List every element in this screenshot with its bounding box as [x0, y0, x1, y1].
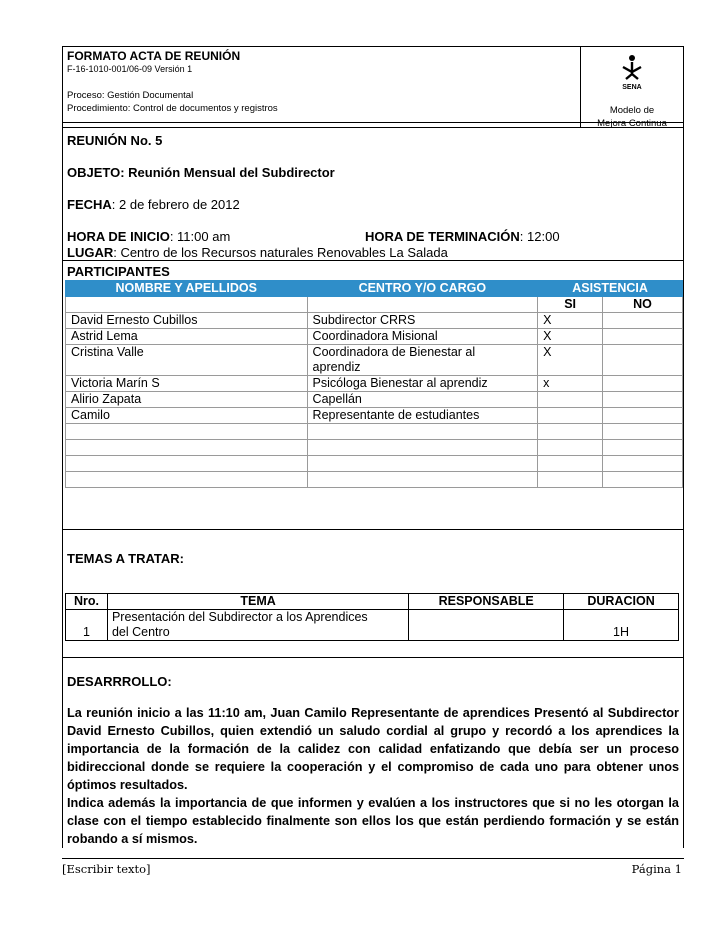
participant-name: Camilo — [66, 408, 308, 424]
meeting-place — [67, 245, 679, 261]
page-number: Página 1 — [631, 862, 682, 876]
process-label: Proceso: Gestión Documental — [67, 90, 194, 101]
participant-role: Coordinadora de Bienestar al aprendiz — [307, 345, 538, 376]
quality-model-label — [581, 104, 683, 130]
table-row-empty — [66, 424, 683, 440]
participant-role: Psicóloga Bienestar al aprendiz — [307, 376, 538, 392]
table-row-empty — [66, 456, 683, 472]
meeting-object: OBJETO: Reunión Mensual del Subdirector — [67, 165, 335, 180]
meeting-times — [67, 229, 679, 245]
development-paragraph-2: Indica además la importancia de que informen y evalúen a los instructores que si no les otorgan la clase con el tiempo establecido finalmente son ellos los que están perdiendo formación y se están robando a sí mismos. — [67, 796, 679, 846]
start-label: HORA DE INICIO — [67, 229, 170, 244]
document-page — [62, 46, 684, 848]
participant-role: Subdirector CRRS — [307, 313, 538, 329]
attendance-yes: X — [538, 313, 603, 329]
col-tema-header: TEMA — [107, 594, 408, 610]
form-header — [62, 46, 684, 128]
table-row — [66, 376, 683, 392]
end-label: HORA DE TERMINACIÓN — [365, 229, 520, 244]
table-row — [66, 329, 683, 345]
attendance-no — [603, 345, 683, 376]
table-row — [66, 408, 683, 424]
procedure-label: Procedimiento: Control de documentos y registros — [67, 103, 278, 114]
attendance-no — [603, 408, 683, 424]
logo-text: SENA — [622, 84, 642, 91]
participant-name: Victoria Marín S — [66, 376, 308, 392]
topic-responsible — [409, 610, 564, 641]
attendance-no — [603, 313, 683, 329]
attendance-yes: X — [538, 345, 603, 376]
col-yes-header: SI — [538, 297, 603, 313]
participants-table — [65, 280, 683, 488]
form-title: FORMATO ACTA DE REUNIÓN — [67, 49, 241, 63]
participant-role: Representante de estudiantes — [307, 408, 538, 424]
attendance-yes — [538, 392, 603, 408]
table-row — [66, 392, 683, 408]
topic-text: Presentación del Subdirector a los Aprendices del Centro — [107, 610, 408, 641]
col-dur-header: DURACION — [564, 594, 679, 610]
col-nro-header: Nro. — [66, 594, 108, 610]
quality-line-1: Modelo de — [609, 105, 655, 116]
date-value: : 2 de febrero de 2012 — [111, 197, 240, 212]
table-row — [66, 610, 679, 641]
meeting-date — [67, 197, 679, 213]
development-paragraph-1: La reunión inicio a las 11:10 am, Juan Camilo Representante de aprendices Presentó al Subdirector David Ernesto Cubillos, quien extendió un saludo cordial al grupo y recordó a los aprendices la importancia de la formación de la calidez con calidad enfatizando que debía ser un proceso bidireccional donde se requiere la cooperación y el compromiso de cada uno para obtener unos óptimos resultados. — [67, 706, 679, 792]
sena-logo-icon — [612, 53, 652, 93]
participants-box — [62, 261, 684, 530]
attendance-no — [603, 376, 683, 392]
attendance-no — [603, 392, 683, 408]
table-row — [66, 345, 683, 376]
participant-name: David Ernesto Cubillos — [66, 313, 308, 329]
end-value: : 12:00 — [519, 229, 560, 244]
participant-name: Alirio Zapata — [66, 392, 308, 408]
col-no-header: NO — [603, 297, 683, 313]
date-label: FECHA — [67, 197, 112, 212]
topics-box — [62, 530, 684, 658]
footer-left-text: [Escribir texto] — [62, 862, 151, 876]
place-value: : Centro de los Recursos naturales Renovables La Salada — [113, 245, 448, 260]
col-role-header: CENTRO Y/O CARGO — [307, 281, 538, 297]
participant-role: Coordinadora Misional — [307, 329, 538, 345]
attendance-yes — [538, 408, 603, 424]
table-row — [66, 313, 683, 329]
participant-role: Capellán — [307, 392, 538, 408]
start-value: : 11:00 am — [169, 229, 231, 244]
topics-title: TEMAS A TRATAR: — [67, 551, 184, 566]
meeting-info-box — [62, 128, 684, 261]
header-left — [67, 49, 572, 115]
topics-table — [65, 593, 679, 641]
participant-name: Astrid Lema — [66, 329, 308, 345]
development-box — [62, 658, 684, 848]
attendance-yes: x — [538, 376, 603, 392]
table-row-empty — [66, 440, 683, 456]
topic-duration: 1H — [564, 610, 679, 641]
place-label: LUGAR — [67, 245, 114, 260]
attendance-no — [603, 329, 683, 345]
col-attendance-header: ASISTENCIA — [538, 281, 683, 297]
col-resp-header: RESPONSABLE — [409, 594, 564, 610]
development-title: DESARRROLLO: — [67, 674, 172, 689]
table-row-empty — [66, 472, 683, 488]
col-name-header: NOMBRE Y APELLIDOS — [66, 281, 308, 297]
form-code: F-16-1010-001/06-09 Versión 1 — [67, 64, 193, 74]
attendance-yes: X — [538, 329, 603, 345]
participants-title: PARTICIPANTES — [67, 264, 170, 279]
page-footer — [62, 858, 684, 876]
meeting-number: REUNIÓN No. 5 — [67, 133, 163, 148]
participant-name: Cristina Valle — [66, 345, 308, 376]
topic-number: 1 — [66, 610, 108, 641]
quality-line-2: Mejora Continua — [597, 118, 667, 129]
header-right — [581, 47, 683, 130]
